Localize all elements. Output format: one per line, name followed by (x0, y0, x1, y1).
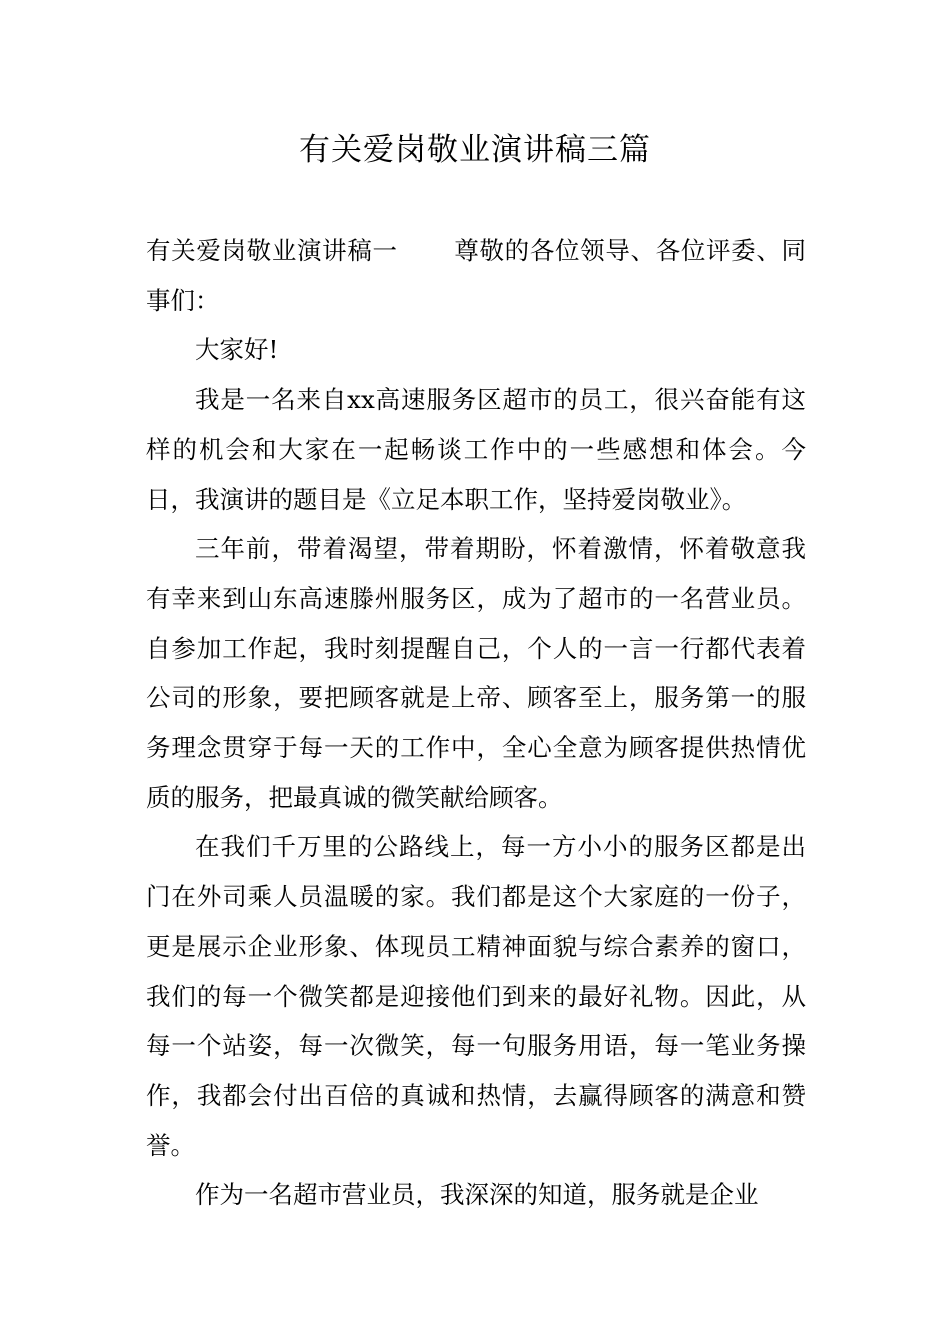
paragraph-2: 我是一名来自xx高速服务区超市的员工，很兴奋能有这样的机会和大家在一起畅谈工作中的一些感想和体会。今日，我演讲的题目是《立足本职工作，坚持爱岗敬业》。 (146, 385, 806, 514)
intro-greeting: 尊敬的各位领导、各位评委、同事们： (146, 236, 807, 315)
paragraph-5: 作为一名超市营业员，我深深的知道，服务就是企业 (195, 1180, 759, 1210)
intro-heading: 有关爱岗敬业演讲稿一 (146, 236, 398, 265)
paragraph-3: 三年前，带着渴望，带着期盼，怀着激情，怀着敬意我有幸来到山东高速滕州服务区，成为了超市的一名营业员。自参加工作起，我时刻提醒自己，个人的一言一行都代表着公司的形象，要把顾客就是上帝、顾客至上，服务第一的服务理念贯穿于每一天的工作中，全心全意为顾客提供热情优质的服务，把最真诚的微笑献给顾客。 (146, 534, 806, 812)
intro-line (146, 226, 806, 325)
document-body (146, 226, 806, 1220)
document-title: 有关爱岗敬业演讲稿三篇 (299, 132, 651, 168)
paragraph-1: 大家好! (195, 335, 279, 365)
paragraph-4: 在我们千万里的公路线上，每一方小小的服务区都是出门在外司乘人员温暖的家。我们都是这个大家庭的一份子，更是展示企业形象、体现员工精神面貌与综合素养的窗口，我们的每一个微笑都是迎接他们到来的最好礼物。因此，从每一个站姿，每一次微笑，每一句服务用语，每一笔业务操作，我都会付出百倍的真诚和热情，去赢得顾客的满意和赞誉。 (146, 832, 806, 1160)
